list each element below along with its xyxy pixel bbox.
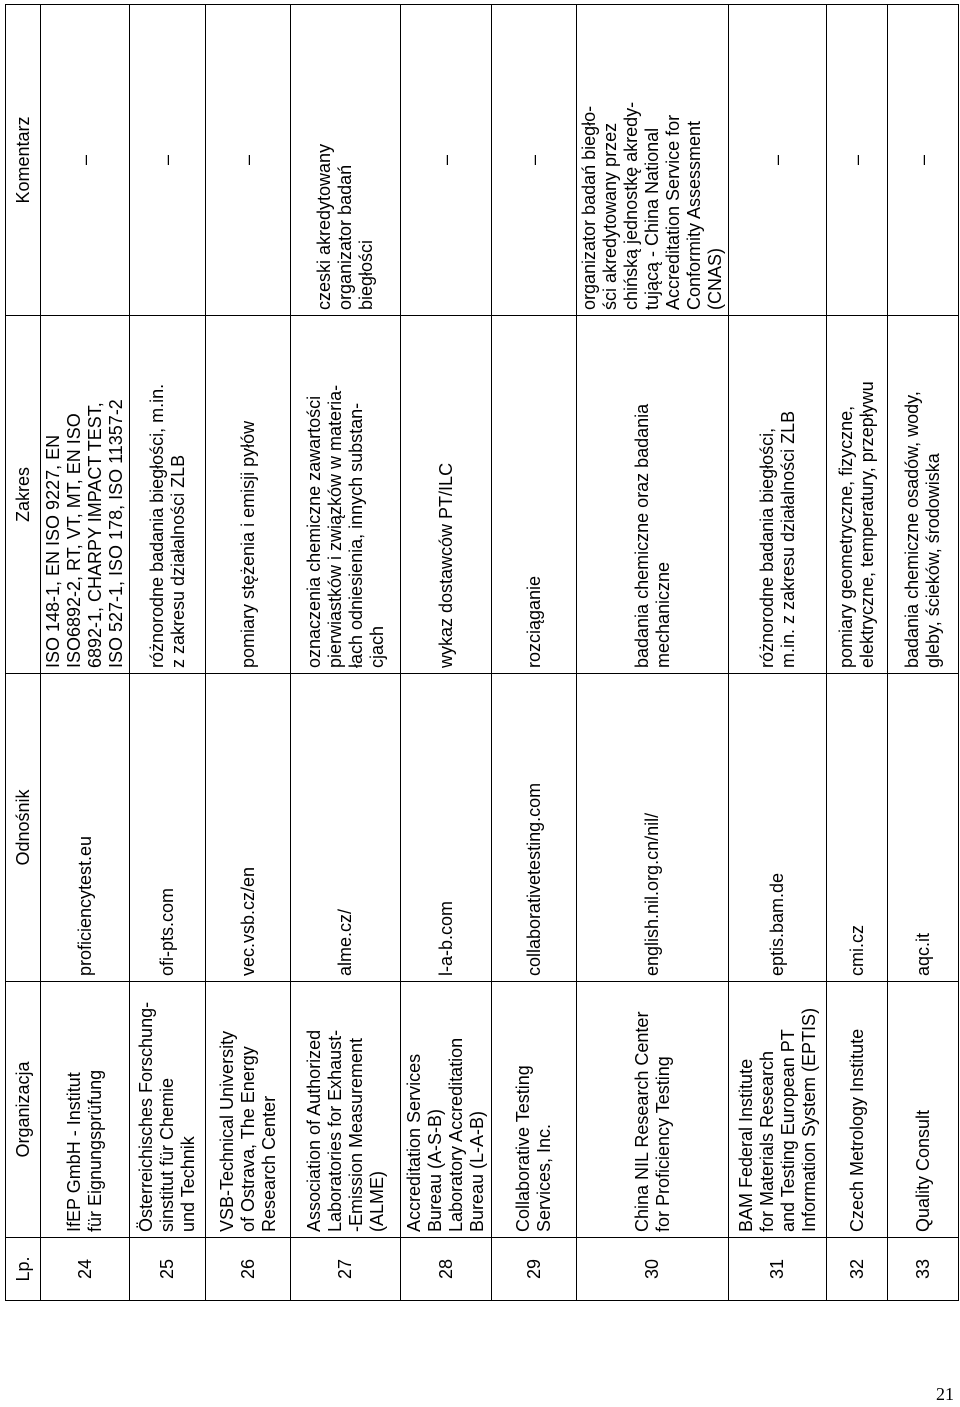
organization-cell-line: for Materials Research [756, 1050, 777, 1232]
reference-link: english.nil.org.cn/nil/ [577, 674, 729, 982]
row-number: 31 [729, 1238, 827, 1301]
organization-cell-line: China NIL Research Center [631, 1011, 652, 1232]
scope-cell-line: pomiary stężenia i emisji pyłów [237, 420, 258, 668]
scope-cell [577, 316, 729, 674]
header-scope: Zakres [6, 316, 41, 674]
comment-cell [401, 5, 492, 316]
table-row [827, 5, 888, 1301]
comment-cell-line: – [912, 155, 933, 166]
row-number: 27 [291, 1238, 401, 1301]
comment-cell-line: Conformity Assessment [684, 120, 704, 310]
comment-cell [492, 5, 577, 316]
organization-cell-line: Czech Metrology Institute [846, 1028, 867, 1232]
organization-cell-line: und Technik [178, 1136, 198, 1232]
reference-link: alme.cz/ [291, 674, 401, 982]
organization-cell-line: Collaborative Testing [513, 1065, 533, 1232]
header-row [6, 5, 41, 1301]
reference-link: vec.vsb.cz/en [206, 674, 291, 982]
organization-cell [401, 982, 492, 1238]
scope-cell-line: ISO 527-1, ISO 178, ISO 11357-2 [106, 399, 126, 668]
organization-cell-line: Association of Authorized [303, 1029, 324, 1232]
organization-cell-line: Laboratory Accreditation [446, 1037, 466, 1232]
comment-cell-line: – [237, 155, 258, 166]
scope-cell-line: gleby, ścieków, środowiska [923, 453, 943, 668]
table-row [206, 5, 291, 1301]
organization-cell [492, 982, 577, 1238]
comment-cell-line: organizator badań biegło- [579, 105, 599, 310]
scope-cell-line: pierwiastków i związków w materia- [324, 384, 345, 668]
row-number: 29 [492, 1238, 577, 1301]
header-comment: Komentarz [6, 5, 41, 316]
scope-cell [291, 316, 401, 674]
organization-cell [130, 982, 206, 1238]
table-body [41, 5, 959, 1301]
organization-cell-line: Accreditation Services [404, 1053, 424, 1232]
reference-link: cmi.cz [827, 674, 888, 982]
scope-cell-line: pomiary geometryczne, fizyczne, [836, 405, 856, 668]
scope-cell-line: łach odniesienia, innych substan- [345, 402, 366, 668]
comment-cell [291, 5, 401, 316]
scope-cell-line: elektryczne, temperatury, przepływu [857, 381, 877, 668]
row-number: 28 [401, 1238, 492, 1301]
organization-cell [827, 982, 888, 1238]
organization-cell [729, 982, 827, 1238]
reference-link: collaborativetesting.com [492, 674, 577, 982]
scope-cell-line: ISO6892-2, RT, VT, MT, EN ISO [64, 413, 84, 668]
table-row [729, 5, 827, 1301]
reference-link: proficiencytest.eu [41, 674, 130, 982]
comment-cell-line: ści akredytowany przez [600, 122, 620, 310]
comment-cell-line: – [523, 155, 544, 166]
row-number: 32 [827, 1238, 888, 1301]
page-number: 21 [936, 1384, 954, 1404]
comment-cell-line: (CNAS) [705, 248, 725, 310]
table-row [492, 5, 577, 1301]
table-row [41, 5, 130, 1301]
comment-cell [827, 5, 888, 316]
row-number: 30 [577, 1238, 729, 1301]
scope-cell-line: m.in. z zakresu działalności ZLB [777, 410, 798, 668]
comment-cell-line: – [435, 155, 456, 166]
row-number: 33 [888, 1238, 959, 1301]
comment-cell-line: chińską jednostkę akredy- [621, 101, 641, 310]
header-lp: Lp. [6, 1238, 41, 1301]
scope-cell-line: badania chemiczne oraz badania [631, 403, 652, 668]
reference-link: l-a-b.com [401, 674, 492, 982]
row-number: 25 [130, 1238, 206, 1301]
organization-cell-line: für Eignungsprüfung [85, 1069, 105, 1232]
comment-cell [729, 5, 827, 316]
organization-cell-line: Laboratories for Exhaust- [324, 1029, 345, 1232]
table-row [577, 5, 729, 1301]
rotated-table-container [5, 5, 947, 1301]
table-row [291, 5, 401, 1301]
organizations-table [5, 4, 959, 1301]
header-reference: Odnośnik [6, 674, 41, 982]
scope-cell-line: różnorodne badania biegłości, m.in. [146, 383, 167, 668]
comment-cell-line: czeski akredytowany [314, 143, 334, 310]
comment-cell [130, 5, 206, 316]
comment-cell-line: – [157, 155, 177, 166]
organization-cell [888, 982, 959, 1238]
scope-cell [206, 316, 291, 674]
scope-cell-line: oznaczenia chemiczne zawartości [303, 395, 324, 668]
comment-cell [206, 5, 291, 316]
scope-cell-line: 6892-1, CHARPY IMPACT TEST, [85, 402, 105, 668]
organization-cell-line: and Testing European PT [777, 1029, 798, 1232]
scope-cell-line: rozciąganie [523, 575, 544, 668]
reference-link: aqc.it [888, 674, 959, 982]
comment-cell [41, 5, 130, 316]
organization-cell-line: Bureau (A-S-B) [425, 1108, 445, 1232]
reference-link: ofi-pts.com [130, 674, 206, 982]
organization-cell-line: IfEP GmbH - Institut [64, 1072, 84, 1232]
comment-cell-line: biegłości [356, 239, 376, 310]
organization-cell-line: VSB-Technical University [216, 1030, 237, 1232]
comment-cell-line: – [767, 155, 787, 166]
table-row [130, 5, 206, 1301]
scope-cell [401, 316, 492, 674]
reference-link: eptis.bam.de [729, 674, 827, 982]
organization-cell-line: Österreichisches Forschung- [136, 1001, 156, 1232]
organization-cell [291, 982, 401, 1238]
organization-cell-line: for Proficiency Testing [652, 1056, 673, 1232]
organization-cell-line: -Emission Measurement [345, 1037, 366, 1232]
comment-cell-line: tującą - China National [642, 127, 662, 310]
comment-cell-line: – [74, 155, 95, 166]
scope-cell [130, 316, 206, 674]
table-row [401, 5, 492, 1301]
organization-cell [206, 982, 291, 1238]
table-row [888, 5, 959, 1301]
scope-cell-line: ISO 148-1, EN ISO 9227, EN [43, 434, 63, 668]
organization-cell [41, 982, 130, 1238]
row-number: 24 [41, 1238, 130, 1301]
row-number: 26 [206, 1238, 291, 1301]
scope-cell-line: badania chemiczne osadów, wody, [902, 391, 922, 668]
organization-cell [577, 982, 729, 1238]
scope-cell [827, 316, 888, 674]
scope-cell-line: wykaz dostawców PT/ILC [435, 462, 456, 668]
scope-cell [729, 316, 827, 674]
header-organization: Organizacja [6, 982, 41, 1238]
scope-cell-line: cjach [366, 625, 387, 668]
organization-cell-line: Bureau (L-A-B) [467, 1110, 487, 1232]
organization-cell-line: (ALME) [366, 1170, 387, 1232]
organization-cell-line: sinstitut für Chemie [157, 1077, 177, 1232]
comment-cell [888, 5, 959, 316]
comment-cell-line: organizator badań [335, 164, 355, 310]
scope-cell-line: mechaniczne [652, 561, 673, 668]
scope-cell [492, 316, 577, 674]
organization-cell-line: Research Center [258, 1095, 279, 1232]
organization-cell-line: BAM Federal Institute [735, 1058, 756, 1232]
scope-cell-line: różnorodne badania biegłości, [756, 427, 777, 668]
scope-cell-line: z zakresu działalności ZLB [167, 454, 188, 668]
comment-cell [577, 5, 729, 316]
comment-cell-line: – [846, 155, 867, 166]
organization-cell-line: Services, Inc. [534, 1123, 554, 1232]
scope-cell [41, 316, 130, 674]
scope-cell [888, 316, 959, 674]
comment-cell-line: Accreditation Service for [663, 114, 683, 310]
organization-cell-line: Information System (EPTIS) [798, 1007, 819, 1232]
organization-cell-line: of Ostrava, The Energy [237, 1046, 258, 1232]
organization-cell-line: Quality Consult [912, 1109, 933, 1232]
